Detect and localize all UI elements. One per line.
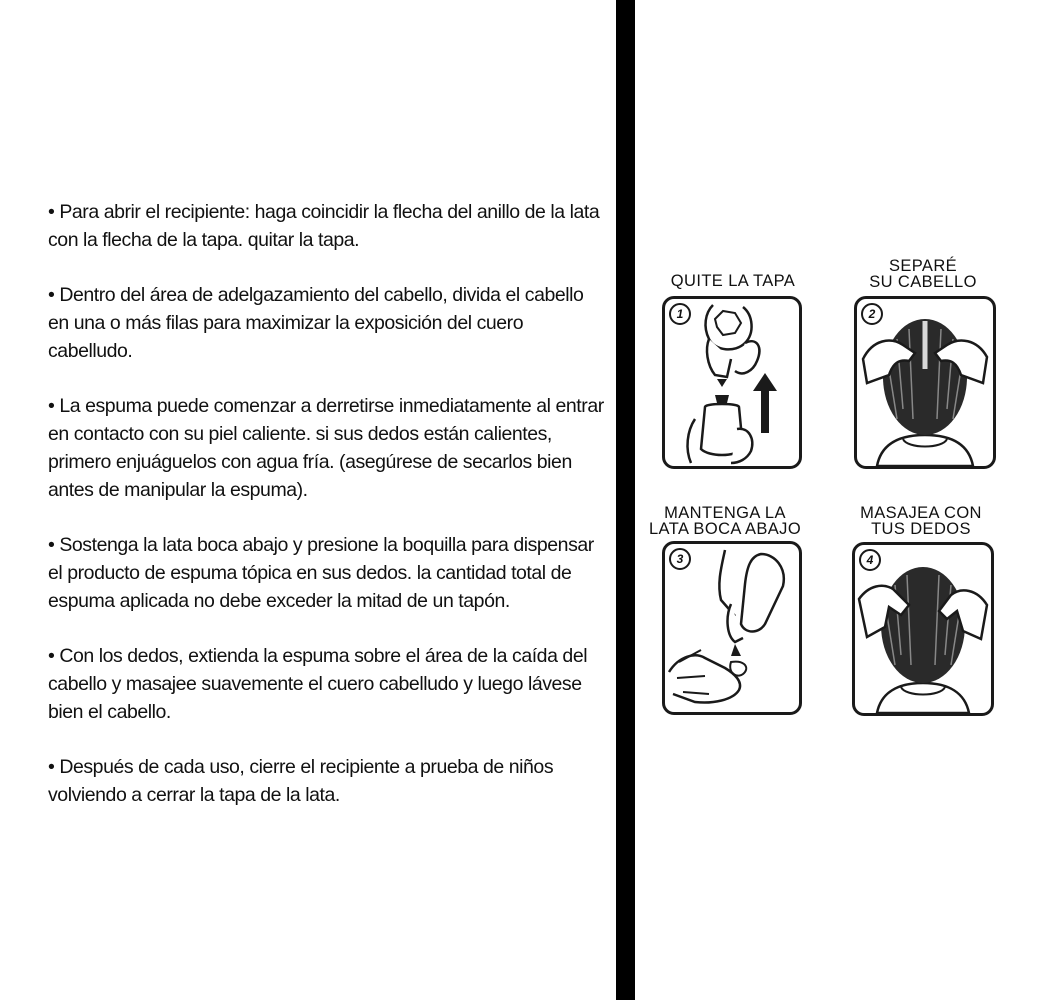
step-number-1: 1 [669,303,691,325]
step-number-3: 3 [669,548,691,570]
step-caption-4: MASAJEA CON TUS DEDOS [860,504,982,538]
remove-cap-illustration-icon [665,299,799,466]
instruction-foam-melting: • La espuma puede comenzar a derretirse inmediatamente al entrar en contacto con su piel caliente. si sus dedos están calientes, primero enjuáguelos con agua fría. (asegúrese de secarlos bien antes de manipular la espuma). [48,395,604,501]
step-frame-1 [662,296,802,469]
step-number-4: 4 [859,549,881,571]
massage-scalp-illustration-icon [855,545,991,713]
step-panel-2 [838,256,1008,470]
step-panel-3 [640,505,810,715]
step-caption-3: MANTENGA LA LATA BOCA ABAJO [648,504,802,538]
part-hair-illustration-icon [857,299,993,466]
step-frame-2 [854,296,996,469]
step-frame-3 [662,541,802,715]
step-caption-2: SEPARÉ SU CABELLO [869,257,977,291]
step-panel-4 [836,505,1006,717]
instructions-list [48,198,608,836]
instruction-part-hair: • Dentro del área de adelgazamiento del cabello, divida el cabello en una o más filas para maximizar la exposición del cuero cabelludo. [48,284,584,362]
instruction-massage-scalp: • Con los dedos, extienda la espuma sobre el área de la caída del cabello y masajee suavemente el cuero cabelludo y luego lávese bien el cabello. [48,645,588,723]
step-frame-4 [852,542,994,716]
instruction-open-container: • Para abrir el recipiente: haga coincidir la flecha del anillo de la lata con la flecha de la tapa. quitar la tapa. [48,201,600,251]
instruction-dispense-foam: • Sostenga la lata boca abajo y presione la boquilla para dispensar el producto de espuma tópica en sus dedos. la cantidad total de espuma aplicada no debe exceder la mitad de un tapón. [48,534,594,612]
step-caption-1: QUITE LA TAPA [670,272,796,290]
instruction-close-container: • Después de cada uso, cierre el recipiente a prueba de niños volviendo a cerrar la tapa de la lata. [48,756,554,806]
hold-can-upside-down-illustration-icon [665,544,799,712]
step-number-2: 2 [861,303,883,325]
step-panel-1 [648,270,818,470]
vertical-divider [616,0,635,1000]
